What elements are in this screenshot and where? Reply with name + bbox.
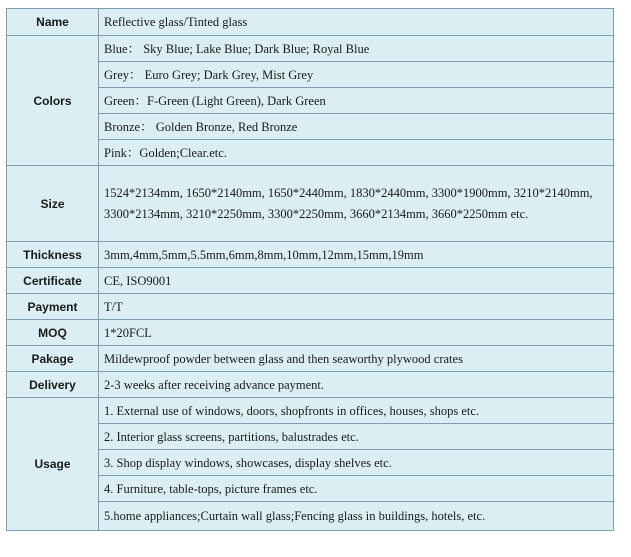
label-certificate-text: Certificate (23, 273, 82, 288)
label-pakage-text: Pakage (31, 351, 74, 366)
value-name: Reflective glass/Tinted glass (99, 9, 614, 36)
value-certificate: CE, ISO9001 (99, 268, 614, 294)
label-thickness-text: Thickness (23, 247, 82, 262)
label-pakage (7, 346, 99, 372)
value-moq: 1*20FCL (99, 320, 614, 346)
value-color-grey: Grey： Euro Grey; Dark Grey, Mist Grey (99, 62, 614, 88)
value-color-green: Green：F-Green (Light Green), Dark Green (99, 88, 614, 114)
label-certificate (7, 268, 99, 294)
row-usage-1 (7, 398, 614, 424)
row-usage-4 (7, 476, 614, 502)
row-delivery (7, 372, 614, 398)
label-colors-text: Colors (33, 93, 72, 108)
value-pakage: Mildewproof powder between glass and then seaworthy plywood crates (99, 346, 614, 372)
value-usage-2: 2. Interior glass screens, partitions, balustrades etc. (99, 424, 614, 450)
value-usage-1: 1. External use of windows, doors, shopfronts in offices, houses, shops etc. (99, 398, 614, 424)
label-name (7, 9, 99, 36)
label-delivery (7, 372, 99, 398)
row-usage-2 (7, 424, 614, 450)
label-moq-text: MOQ (38, 325, 67, 340)
row-colors-2 (7, 62, 614, 88)
row-usage-5 (7, 502, 614, 531)
value-color-blue: Blue： Sky Blue; Lake Blue; Dark Blue; Royal Blue (99, 36, 614, 62)
row-colors-4 (7, 114, 614, 140)
label-size-text: Size (40, 196, 65, 211)
row-thickness (7, 242, 614, 268)
label-name-text: Name (36, 15, 69, 29)
value-usage-3: 3. Shop display windows, showcases, display shelves etc. (99, 450, 614, 476)
row-moq (7, 320, 614, 346)
label-usage-text: Usage (34, 457, 71, 471)
value-delivery: 2-3 weeks after receiving advance payment. (99, 372, 614, 398)
row-colors-1 (7, 36, 614, 62)
value-color-pink: Pink：Golden;Clear.etc. (99, 140, 614, 166)
label-colors (7, 36, 99, 166)
value-size: 1524*2134mm, 1650*2140mm, 1650*2440mm, 1830*2440mm, 3300*1900mm, 3210*2140mm, 3300*2134mm, 3210*2250mm, 3300*2250mm, 3660*2134mm, 3660*2250mm etc. (99, 166, 614, 242)
value-color-bronze: Bronze： Golden Bronze, Red Bronze (99, 114, 614, 140)
label-moq (7, 320, 99, 346)
label-usage (7, 398, 99, 531)
value-thickness: 3mm,4mm,5mm,5.5mm,6mm,8mm,10mm,12mm,15mm,19mm (99, 242, 614, 268)
label-thickness (7, 242, 99, 268)
label-payment (7, 294, 99, 320)
label-payment-text: Payment (27, 299, 78, 314)
row-certificate (7, 268, 614, 294)
row-size (7, 166, 614, 242)
row-pakage (7, 346, 614, 372)
row-name (7, 9, 614, 36)
row-usage-3 (7, 450, 614, 476)
value-usage-5: 5.home appliances;Curtain wall glass;Fencing glass in buildings, hotels, etc. (99, 502, 614, 531)
label-delivery-text: Delivery (29, 377, 76, 392)
row-colors-5 (7, 140, 614, 166)
product-spec-table (6, 8, 614, 531)
row-colors-3 (7, 88, 614, 114)
row-payment (7, 294, 614, 320)
value-usage-4: 4. Furniture, table-tops, picture frames etc. (99, 476, 614, 502)
label-size (7, 166, 99, 242)
value-payment: T/T (99, 294, 614, 320)
